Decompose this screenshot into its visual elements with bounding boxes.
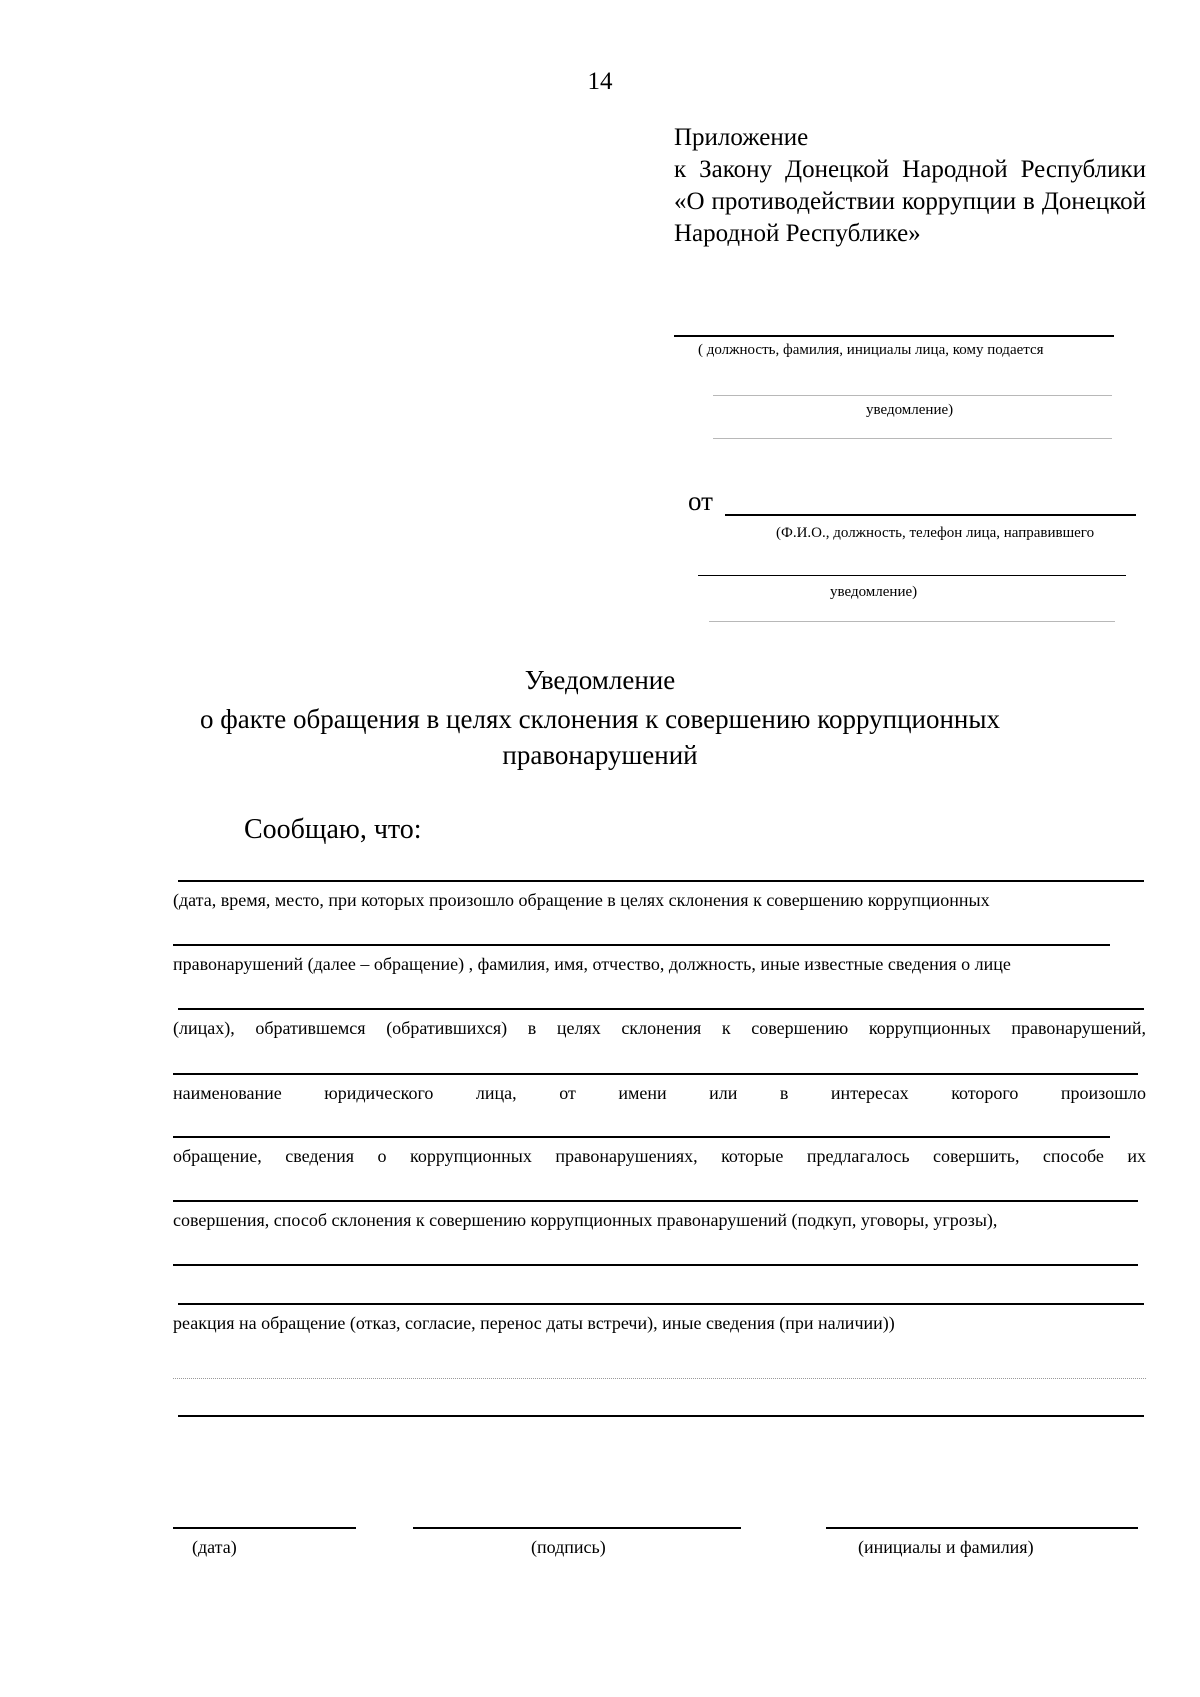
- instruction-line: наименование юридического лица, от имени или в интересах которого произошло: [173, 1083, 1146, 1103]
- sender-line-2[interactable]: [698, 575, 1126, 576]
- fill-line[interactable]: [178, 1415, 1144, 1417]
- recipient-caption: ( должность, фамилия, инициалы лица, кому подается: [698, 342, 1044, 358]
- instruction-line: (лицах), обратившемся (обратившихся) в целях склонения к совершению коррупционных правонарушений,: [173, 1018, 1146, 1038]
- from-label: от: [688, 486, 713, 516]
- instruction-line: реакция на обращение (отказ, согласие, перенос даты встречи), иные сведения (при наличии)): [173, 1313, 895, 1333]
- document-subtitle-2: правонарушений: [502, 740, 698, 770]
- fill-line[interactable]: [178, 880, 1144, 882]
- document-subtitle: о факте обращения в целях склонения к совершению коррупционных: [199, 704, 1001, 734]
- recipient-line[interactable]: [674, 335, 1114, 337]
- fill-line[interactable]: [178, 1303, 1144, 1305]
- name-caption: (инициалы и фамилия): [858, 1537, 1034, 1557]
- intro-text: Сообщаю, что:: [244, 814, 422, 845]
- date-caption: (дата): [192, 1537, 237, 1557]
- fill-line-dotted[interactable]: [173, 1378, 1146, 1379]
- instruction-line: обращение, сведения о коррупционных правонарушениях, которые предлагалось совершить, способе их: [173, 1146, 1146, 1166]
- instruction-line: (дата, время, место, при которых произошло обращение в целях склонения к совершению коррупционных: [173, 890, 990, 910]
- sender-caption: (Ф.И.О., должность, телефон лица, направившего: [776, 525, 1095, 541]
- signature-caption: (подпись): [531, 1537, 606, 1557]
- sender-caption-2: уведомление): [830, 584, 918, 600]
- appendix-line: «О противодействии коррупции в Донецкой: [674, 188, 1146, 215]
- recipient-caption-2: уведомление): [866, 402, 954, 418]
- appendix-line: к Закону Донецкой Народной Республики: [674, 156, 1146, 183]
- fill-line[interactable]: [173, 1264, 1138, 1266]
- fill-line[interactable]: [173, 1136, 1110, 1138]
- fill-line[interactable]: [173, 1073, 1138, 1075]
- instruction-line: правонарушений (далее – обращение) , фамилия, имя, отчество, должность, иные известные сведения о лице: [173, 954, 1011, 974]
- appendix-line: Приложение: [674, 124, 809, 151]
- recipient-line-3[interactable]: [713, 438, 1112, 439]
- document-title: Уведомление: [524, 665, 676, 695]
- sender-line-3[interactable]: [709, 621, 1115, 622]
- date-line[interactable]: [173, 1527, 356, 1529]
- signature-line[interactable]: [413, 1527, 741, 1529]
- appendix-line: Народной Республике»: [674, 220, 921, 247]
- page-number: 14: [587, 68, 613, 95]
- fill-line[interactable]: [173, 1200, 1138, 1202]
- instruction-line: совершения, способ склонения к совершению коррупционных правонарушений (подкуп, уговоры, угрозы),: [173, 1210, 998, 1230]
- recipient-line-2[interactable]: [713, 395, 1112, 396]
- fill-line[interactable]: [178, 1008, 1144, 1010]
- sender-line[interactable]: [725, 514, 1136, 516]
- name-line[interactable]: [826, 1527, 1138, 1529]
- fill-line[interactable]: [173, 944, 1110, 946]
- appendix-header: [674, 122, 1146, 250]
